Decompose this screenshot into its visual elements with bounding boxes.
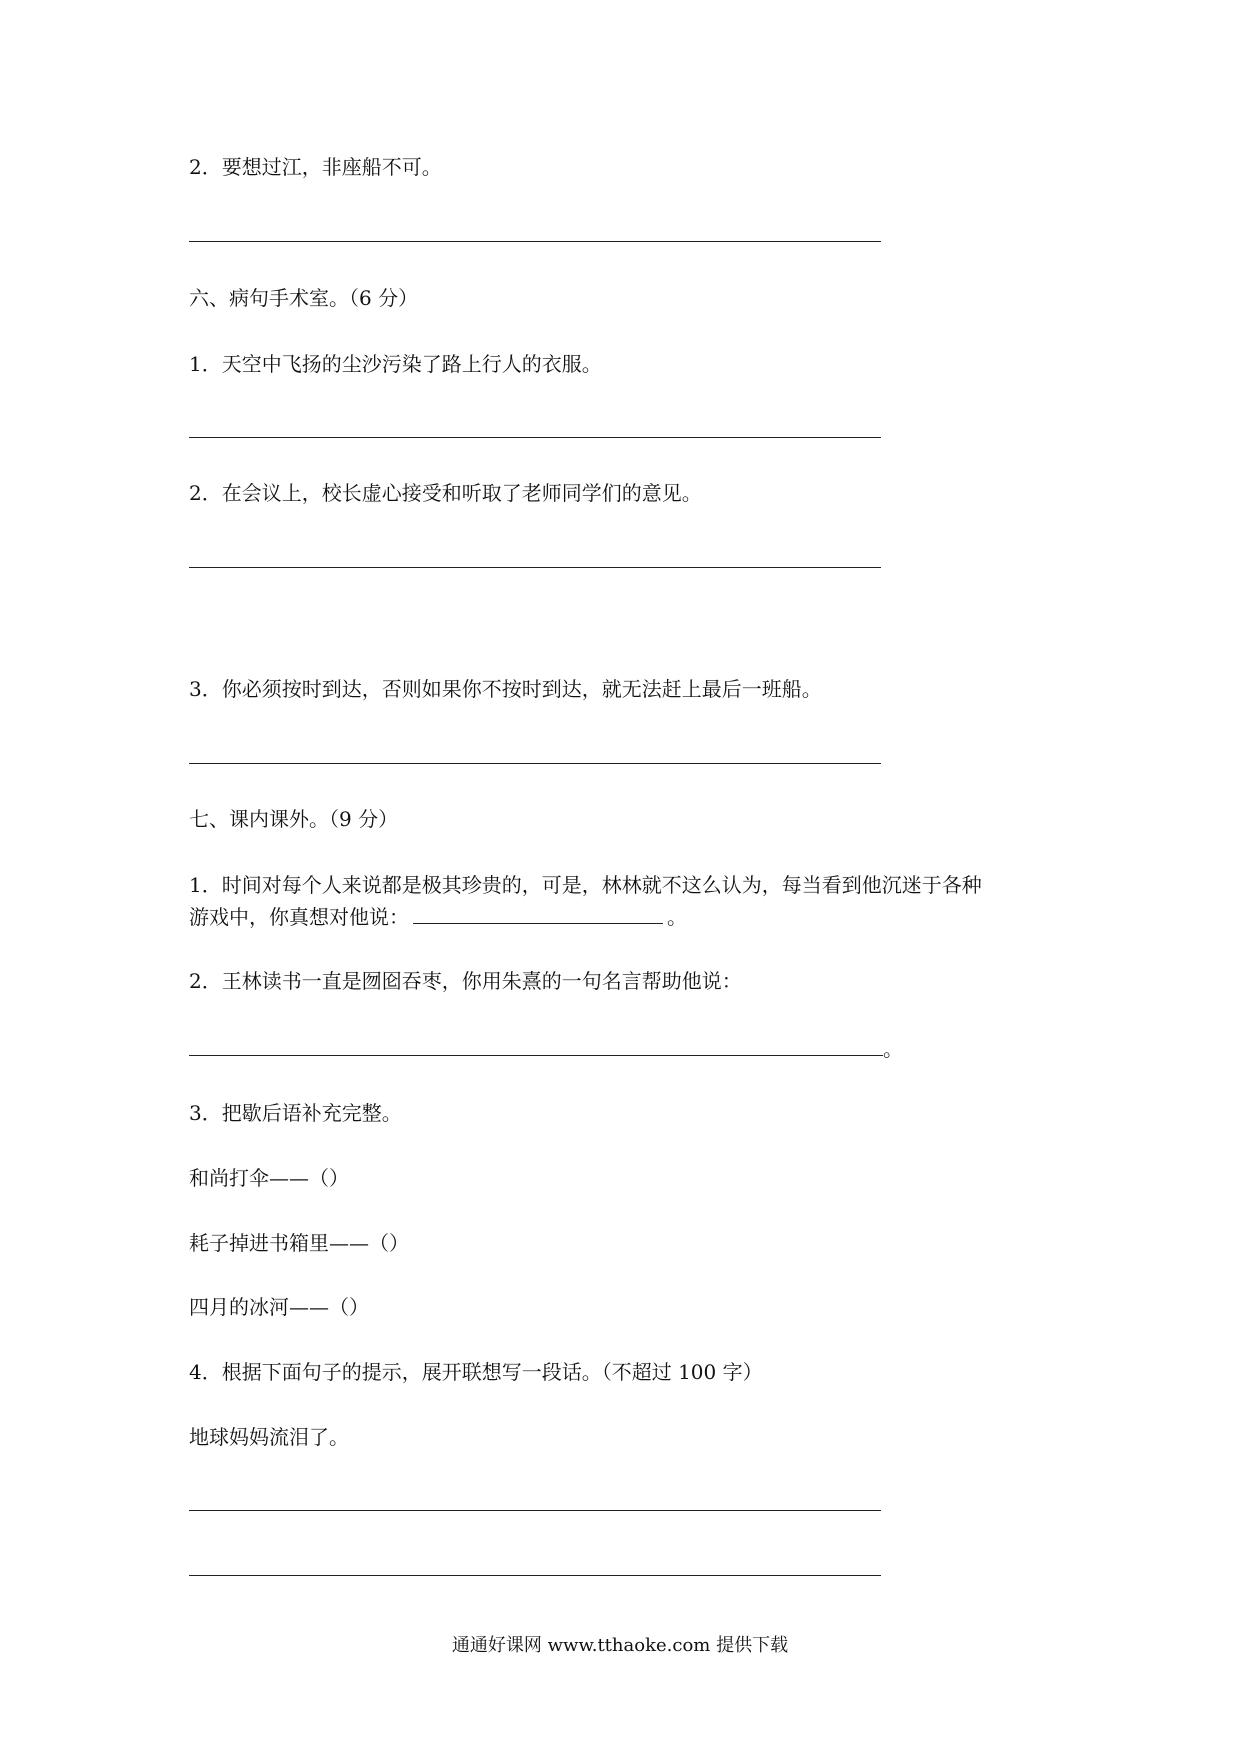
fill-blank[interactable] [413,903,663,924]
question-7-4: 4．根据下面句子的提示，展开联想写一段话。（不超过 100 字） [189,1360,763,1384]
writing-prompt: 地球妈妈流泪了。 [189,1425,349,1449]
question-5-2: 2．要想过江，非座船不可。 [189,155,442,179]
answer-line[interactable] [189,1510,881,1511]
xiehouyu-3: 四月的冰河——（） [189,1295,369,1319]
answer-line[interactable] [189,763,881,764]
question-7-1-line1: 1．时间对每个人来说都是极其珍贵的，可是，林林就不这么认为，每当看到他沉迷于各种 [189,873,982,897]
section-7-title: 七、课内课外。（9 分） [189,807,399,831]
footer-credit: 通通好课网 www.tthaoke.com 提供下载 [451,1635,789,1656]
answer-line[interactable] [189,437,881,438]
answer-line[interactable] [189,241,881,242]
question-7-2-end: 。 [883,1037,903,1061]
question-7-2: 2．王林读书一直是囫囵吞枣，你用朱熹的一句名言帮助他说： [189,969,742,993]
question-7-3: 3．把歇后语补充完整。 [189,1101,402,1125]
question-7-1-prefix: 游戏中，你真想对他说： [189,905,409,929]
question-6-2: 2．在会议上，校长虚心接受和听取了老师同学们的意见。 [189,481,702,505]
xiehouyu-2: 耗子掉进书箱里——（） [189,1231,409,1255]
answer-line[interactable] [189,1575,881,1576]
xiehouyu-1: 和尚打伞——（） [189,1166,349,1190]
question-6-1: 1．天空中飞扬的尘沙污染了路上行人的衣服。 [189,352,602,376]
question-6-3: 3．你必须按时到达，否则如果你不按时到达，就无法赶上最后一班船。 [189,677,822,701]
section-6-title: 六、病句手术室。（6 分） [189,286,419,310]
answer-line[interactable] [189,1055,883,1056]
question-7-1-line2 [189,903,687,931]
answer-line[interactable] [189,567,881,568]
question-7-1-suffix: 。 [667,905,687,929]
